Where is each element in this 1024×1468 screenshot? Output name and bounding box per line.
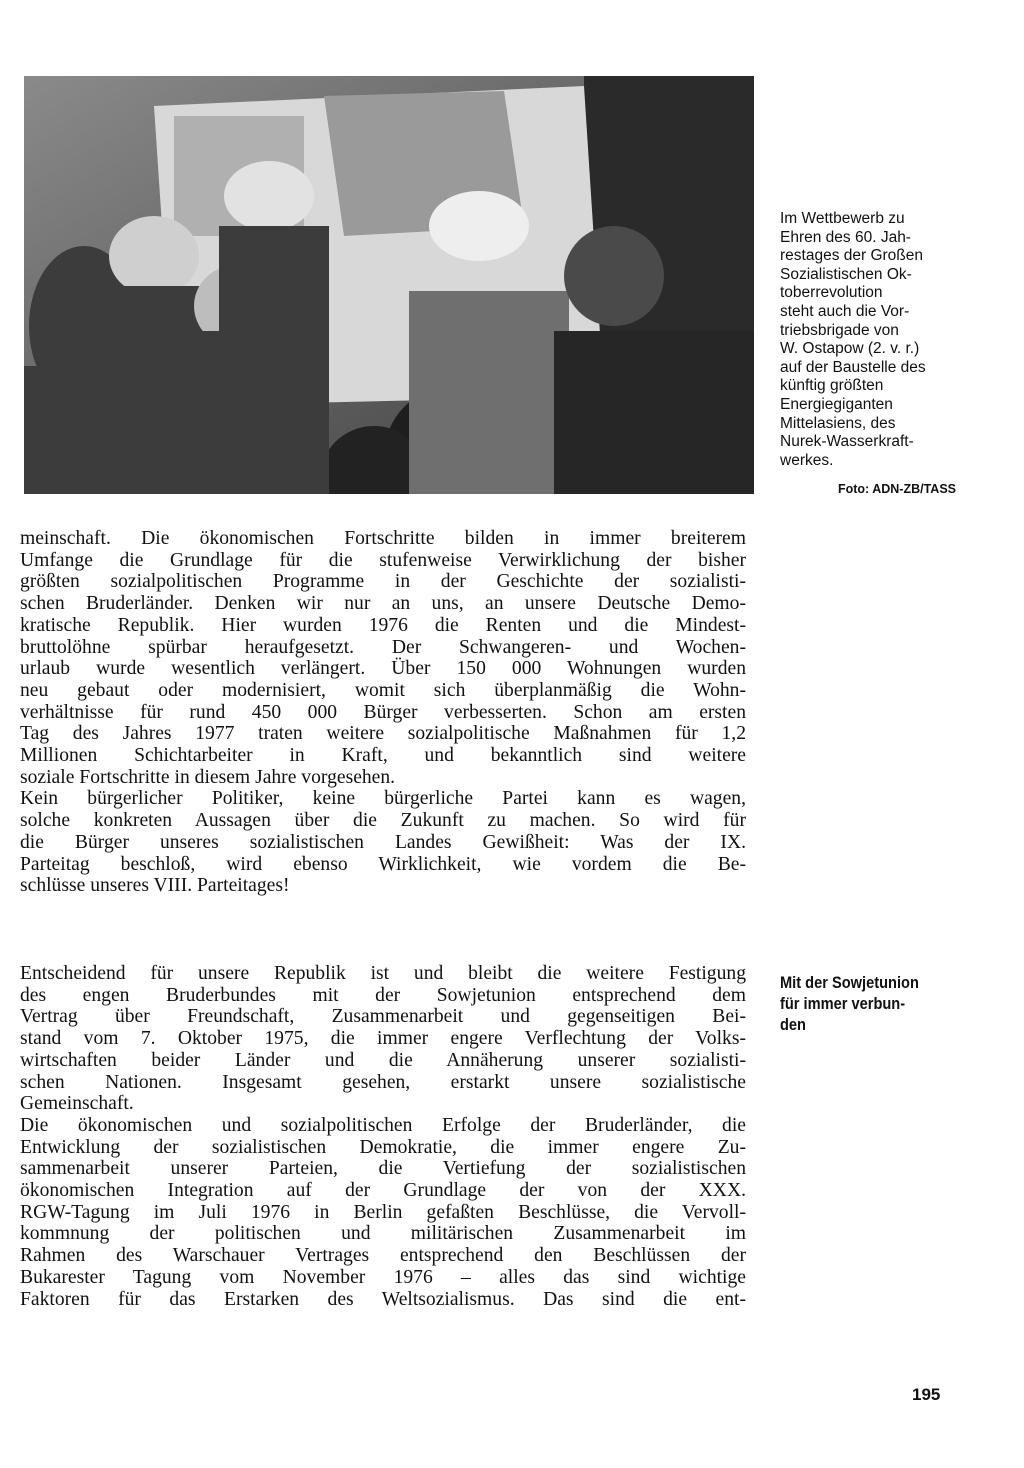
text-line: Die ökonomischen und sozialpolitischen Erfolge der Bruderländer, die [20, 1114, 746, 1136]
text-line: wirtschaften beider Länder und die Annäherung unserer sozialisti- [20, 1049, 746, 1071]
text-line: Entscheidend für unsere Republik ist und bleibt die weitere Festigung [20, 963, 746, 984]
text-line: Tag des Jahres 1977 traten weitere sozialpolitische Maßnahmen für 1,2 [20, 723, 746, 745]
photo [24, 76, 754, 494]
text-line: sammenarbeit unserer Parteien, die Vertiefung der sozialistischen [20, 1158, 746, 1180]
caption-line: Energiegiganten [780, 395, 893, 413]
caption-line: künftig größten [780, 377, 884, 395]
text-line: Parteitag beschloß, wird ebenso Wirklichkeit, wie vordem die Be- [20, 853, 746, 875]
caption-line: triebsbrigade von [780, 321, 899, 339]
page-number: 195 [912, 1385, 941, 1404]
text-line: bruttolöhne spürbar heraufgesetzt. Der Schwangeren- und Wochen- [20, 636, 746, 658]
caption-line: toberrevolution [780, 284, 883, 302]
text-line: kratische Republik. Hier wurden 1976 die Renten und die Mindest- [20, 614, 746, 636]
text-line: meinschaft. Die ökonomischen Fortschritte bilden in immer breiterem [20, 528, 746, 549]
photo-caption [780, 210, 956, 470]
text-line: neu gebaut oder modernisiert, womit sich überplanmäßig die Wohn- [20, 679, 746, 701]
text-line: soziale Fortschritte in diesem Jahre vorgesehen. [20, 766, 396, 788]
text-line: größten sozialpolitischen Programme in der Geschichte der sozialisti- [20, 571, 746, 593]
marginal-line: den [780, 1015, 807, 1034]
text-line: verhältnisse für rund 450 000 Bürger verbesserten. Schon am ersten [20, 701, 746, 723]
photo-construction-workers-icon [24, 76, 754, 494]
text-line: stand vom 7. Oktober 1975, die immer engere Verflechtung der Volks- [20, 1028, 746, 1050]
marginal-line: Mit der Sowjetunion [780, 973, 919, 992]
paragraph-block-2 [20, 963, 746, 1310]
caption-line: werkes. [780, 451, 834, 469]
caption-line: auf der Baustelle des [780, 358, 926, 376]
paragraph-block-1 [20, 528, 746, 897]
text-line: Rahmen des Warschauer Vertrages entsprechend den Beschlüssen der [20, 1245, 746, 1267]
text-line: Kein bürgerlicher Politiker, keine bürgerliche Partei kann es wagen, [20, 788, 746, 810]
caption-line: Mittelasiens, des [780, 414, 896, 432]
caption-line: Sozialistischen Ok- [780, 265, 912, 283]
text-line: urlaub wurde wesentlich verlängert. Über 150 000 Wohnungen wurden [20, 658, 746, 680]
caption-line: W. Ostapow (2. v. r.) [780, 340, 920, 358]
photo-credit: Foto: ADN-ZB/TASS [837, 482, 956, 496]
text-line: Faktoren für das Erstarken des Weltsozialismus. Das sind die ent- [20, 1288, 746, 1310]
text-line: ökonomischen Integration auf der Grundlage der von der XXX. [20, 1180, 746, 1202]
caption-line: steht auch die Vor- [780, 302, 910, 320]
caption-line: restages der Großen [780, 247, 924, 265]
text-line: die Bürger unseres sozialistischen Landes Gewißheit: Was der IX. [20, 831, 746, 853]
text-line: schen Nationen. Insgesamt gesehen, erstarkt unsere sozialistische [20, 1071, 746, 1093]
caption-line: Nurek-Wasserkraft- [780, 433, 914, 451]
marginal-line: für immer verbun- [780, 994, 906, 1013]
text-line: Gemeinschaft. [20, 1093, 134, 1115]
text-line: Millionen Schichtarbeiter in Kraft, und bekanntlich sind weitere [20, 745, 746, 767]
text-line: schen Bruderländer. Denken wir nur an uns, an unsere Deutsche Demo- [20, 593, 746, 615]
caption-line: Ehren des 60. Jah- [780, 228, 911, 246]
text-line: Entwicklung der sozialistischen Demokratie, die immer engere Zu- [20, 1136, 746, 1158]
text-line: solche konkreten Aussagen über die Zukunft zu machen. So wird für [20, 810, 746, 832]
text-line: Bukarester Tagung vom November 1976 – alles das sind wichtige [20, 1266, 746, 1288]
text-line: schlüsse unseres VIII. Parteitages! [20, 875, 290, 897]
text-line: Umfange die Grundlage für die stufenweise Verwirklichung der bisher [20, 549, 746, 571]
marginal-heading [780, 972, 935, 1035]
text-line: des engen Bruderbundes mit der Sowjetunion entsprechend dem [20, 984, 746, 1006]
caption-line: Im Wettbewerb zu [780, 210, 905, 227]
text-line: kommnung der politischen und militärischen Zusammenarbeit im [20, 1223, 746, 1245]
text-line: Vertrag über Freundschaft, Zusammenarbeit und gegenseitigen Bei- [20, 1006, 746, 1028]
text-line: RGW-Tagung im Juli 1976 in Berlin gefaßten Beschlüsse, die Vervoll- [20, 1201, 746, 1223]
